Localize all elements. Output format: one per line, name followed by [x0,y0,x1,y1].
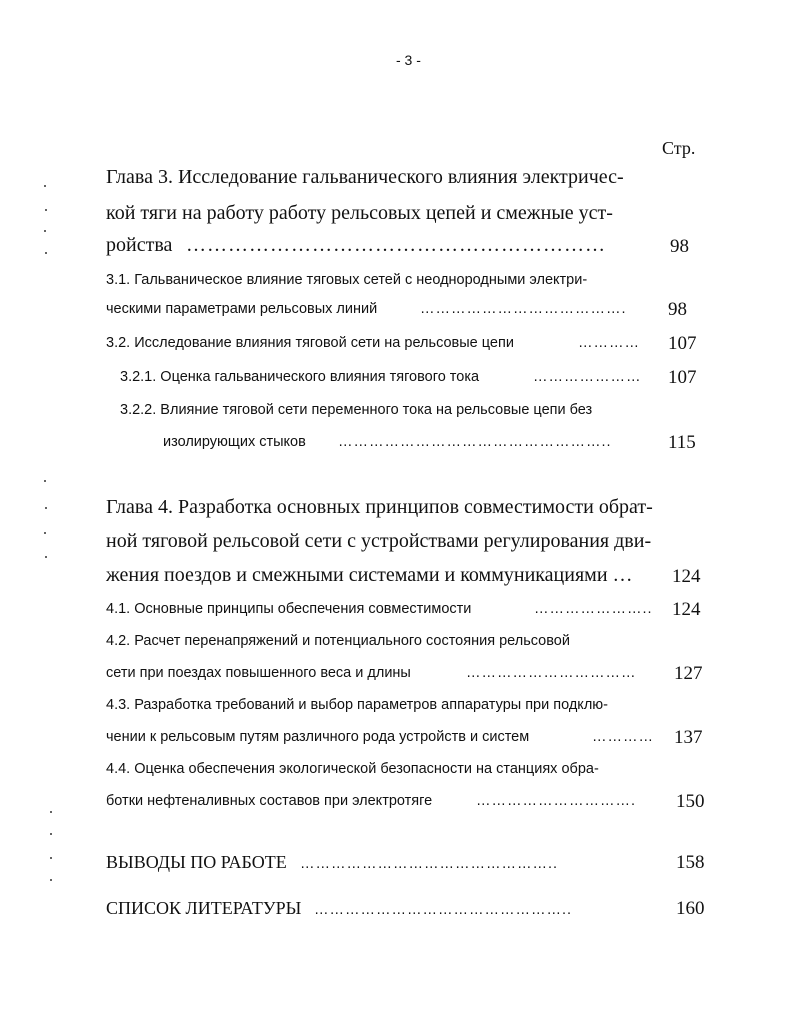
conclusions-page: 158 [676,852,705,873]
section-3-2-2-page: 115 [668,432,696,453]
section-4-3-page: 137 [674,727,703,748]
section-4-4-title-line2: ботки нефтеналивных составов при электротяге [106,793,433,809]
conclusions-label: ВЫВОДЫ ПО РАБОТЕ [106,852,287,872]
chapter-3-title-line1: Глава 3. Исследование гальванического влияния электричес- [106,166,624,188]
section-4-4-page: 150 [676,791,705,812]
section-3-2-page: 107 [668,333,697,354]
section-3-2-2-title-line2: изолирующих стыков [163,434,306,450]
section-4-2-title-line1: 4.2. Расчет перенапряжений и потенциального состояния рельсовой [106,633,570,649]
page-column-label: Стр. [662,138,696,158]
chapter-4-title-line3: жения поездов и смежными системами и коммуникациями … [106,564,633,586]
section-4-2-title-line2: сети при поездах повышенного веса и длины [106,665,411,681]
chapter-3-page: 98 [670,236,689,257]
leader-dots: ………… [578,335,640,351]
section-4-4-title-line1: 4.4. Оценка обеспечения экологической безопасности на станциях обра- [106,761,599,777]
chapter-4-title-line2: ной тяговой рельсовой сети с устройствами регулирования дви- [106,530,652,552]
leader-dots: ………………………………………….. [300,856,559,872]
section-3-2-1-page: 107 [668,367,697,388]
section-3-1-title-line1: 3.1. Гальваническое влияние тяговых сетей с неоднородными электри- [106,272,588,288]
chapter-3-title-line2: кой тяги на работу работу рельсовых цепей и смежные уст- [106,202,613,224]
section-4-1-page: 124 [672,599,701,620]
leader-dots: ………………… [533,369,642,385]
section-3-2-1-title: 3.2.1. Оценка гальванического влияния тягового тока [120,369,480,385]
leader-dots: ………………………………………….. [314,902,573,918]
leader-dots: …………………………………………….. [338,434,612,450]
section-3-2-2-title-line1: 3.2.2. Влияние тяговой сети переменного тока на рельсовые цепи без [120,402,593,418]
section-4-1-title: 4.1. Основные принципы обеспечения совместимости [106,601,472,617]
references-page: 160 [676,898,705,919]
section-4-2-page: 127 [674,663,703,684]
references-label: СПИСОК ЛИТЕРАТУРЫ [106,898,302,918]
section-4-3-title-line2: чении к рельсовым путям различного рода устройств и систем [106,729,530,745]
section-3-1-page: 98 [668,299,687,320]
page-number: - 3 - [396,52,421,68]
leader-dots: ………… [592,729,654,745]
leader-dots: …………………………… [466,665,637,681]
leader-dots: …………………………………. [420,301,627,317]
section-4-3-title-line1: 4.3. Разработка требований и выбор параметров аппаратуры при подклю- [106,697,608,713]
chapter-4-page: 124 [672,566,701,587]
section-3-2-title: 3.2. Исследование влияния тяговой сети на рельсовые цепи [106,335,514,351]
leader-dots: …………………………………………………… [186,234,606,256]
chapter-4-title-line1: Глава 4. Разработка основных принципов совместимости обрат- [106,496,653,518]
section-3-1-title-line2: ческими параметрами рельсовых линий [106,301,378,317]
chapter-3-title-line3: ройства [106,234,173,256]
leader-dots: ………………….. [534,601,653,617]
leader-dots: …………………………. [476,793,637,809]
